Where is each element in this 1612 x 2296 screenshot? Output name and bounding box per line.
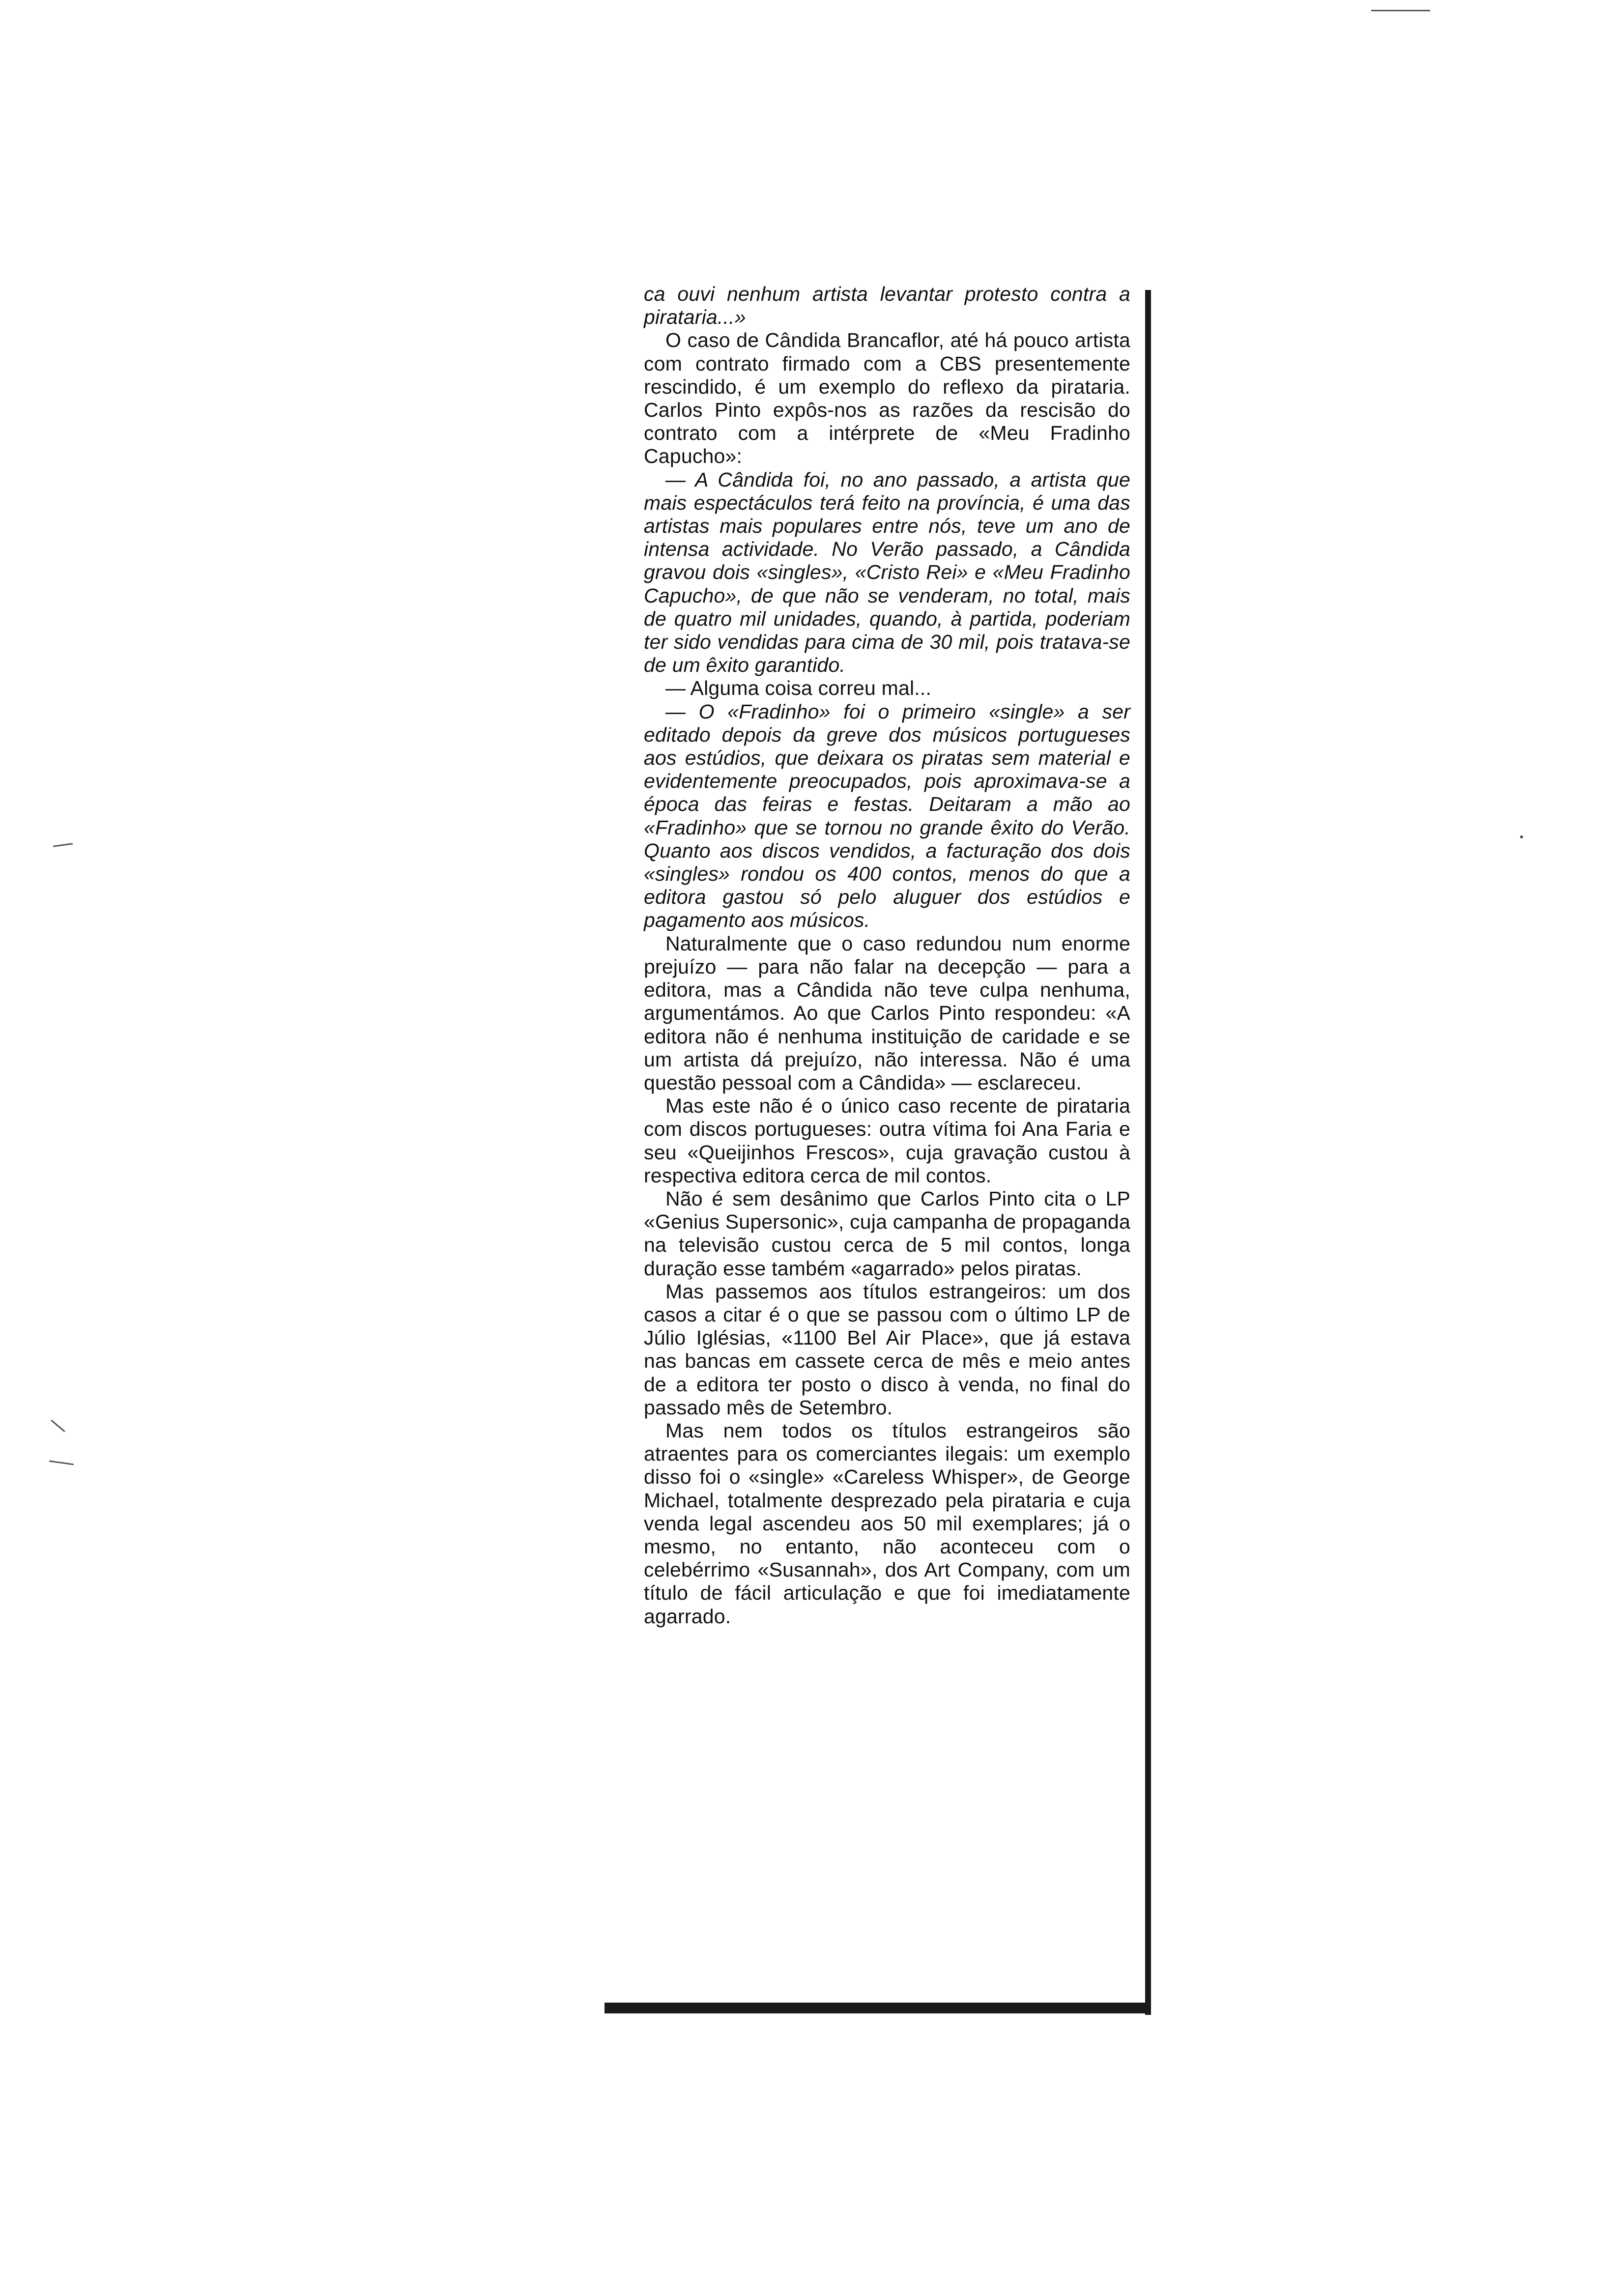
scan-mark-left-1 bbox=[53, 843, 73, 847]
paragraph-10: Mas nem todos os títulos estrangeiros são atraentes para os comerciantes ilegais: um exemplo disso foi o «single» «Careless Whisper», de George Michael, totalmente desprezado pela pirataria e cuja venda legal ascendeu aos 50 mil exemplares; já o mesmo, no entanto, não aconteceu com o celebérrimo «Susannah», dos Art Company, com um título de fácil articulação e que foi imediatamente agarrado. bbox=[644, 1419, 1130, 1628]
paragraph-1: ca ouvi nenhum artista levantar protesto contra a pirataria...» bbox=[644, 283, 1130, 329]
paragraph-4: — Alguma coisa correu mal... bbox=[665, 677, 932, 700]
paragraph-6: Naturalmente que o caso redundou num enorme prejuízo — para não falar na decepção — para a editora, mas a Cândida não teve culpa nenhuma, argumentámos. Ao que Carlos Pinto respondeu: «A editora não é nenhuma instituição de caridade e se um artista dá prejuízo, não interessa. Não é uma questão pessoal com a Cândida» — esclareceu. bbox=[644, 932, 1130, 1094]
article-column bbox=[644, 283, 1130, 1628]
newspaper-clipping bbox=[634, 283, 1150, 2012]
paragraph-9: Mas passemos aos títulos estrangeiros: um dos casos a citar é o que se passou com o último LP de Júlio Iglésias, «1100 Bel Air Place», que já estava nas bancas em cassete cerca de mês e meio antes de a editora ter posto o disco à venda, no final do passado mês de Setembro. bbox=[644, 1280, 1130, 1419]
scan-dot-right bbox=[1520, 835, 1523, 838]
paragraph-8: Não é sem desânimo que Carlos Pinto cita o LP «Genius Supersonic», cuja campanha de propaganda na televisão custou cerca de 5 mil contos, longa duração esse também «agarrado» pelos piratas. bbox=[644, 1187, 1130, 1280]
column-rule-bottom bbox=[604, 2003, 1151, 2013]
paragraph-5: — O «Fradinho» foi o primeiro «single» a ser editado depois da greve dos músicos portugueses aos estúdios, que deixara os piratas sem material e evidentemente preocupados, pois aproximava-se a época das feiras e festas. Deitaram a mão ao «Fradinho» que se tornou no grande êxito do Verão. Quanto aos discos vendidos, a facturação dos dois «singles» rondou os 400 contos, menos do que a editora gastou só pelo aluguer dos estúdios e pagamento aos músicos. bbox=[644, 700, 1130, 932]
paragraph-2: O caso de Cândida Brancaflor, até há pouco artista com contrato firmado com a CBS presentemente rescindido, é um exemplo do reflexo da pirataria. Carlos Pinto expôs-nos as razões da rescisão do contrato com a intérprete de «Meu Fradinho Capucho»: bbox=[644, 329, 1130, 468]
column-rule-right bbox=[1145, 290, 1151, 2015]
scan-mark-left-3 bbox=[49, 1461, 74, 1465]
scan-mark-left-2 bbox=[51, 1420, 65, 1432]
paragraph-7: Mas este não é o único caso recente de pirataria com discos portugueses: outra vítima foi Ana Faria e seu «Queijinhos Frescos», cuja gravação custou à respectiva editora cerca de mil contos. bbox=[644, 1094, 1130, 1187]
paragraph-3: — A Cândida foi, no ano passado, a artista que mais espectáculos terá feito na província, é uma das artistas mais populares entre nós, teve um ano de intensa actividade. No Verão passado, a Cândida gravou dois «singles», «Cristo Rei» e «Meu Fradinho Capucho», de que não se venderam, no total, mais de quatro mil unidades, quando, à partida, poderiam ter sido vendidas para cima de 30 mil, pois tratava-se de um êxito garantido. bbox=[644, 468, 1130, 677]
scan-mark-top-right bbox=[1371, 10, 1430, 11]
